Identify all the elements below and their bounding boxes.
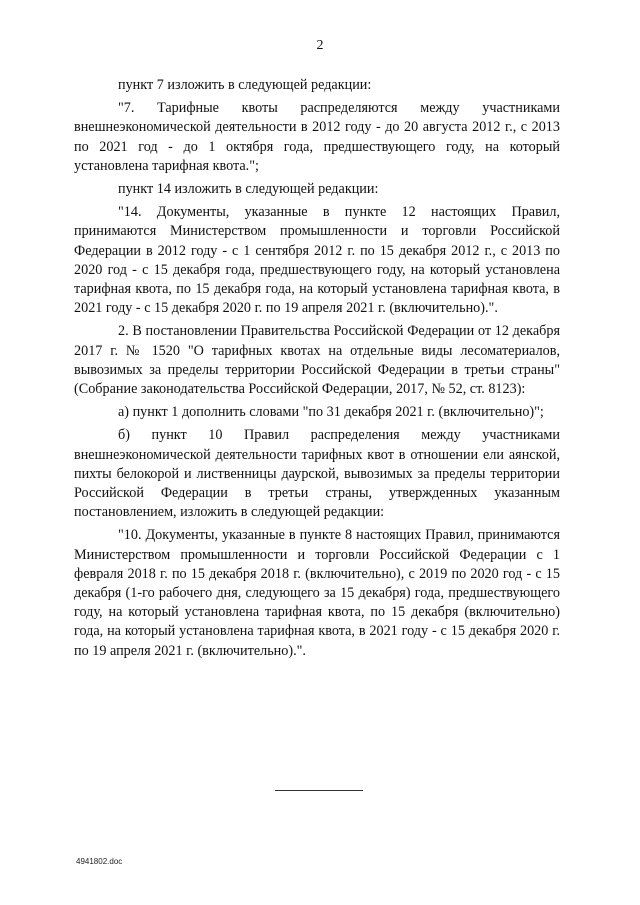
paragraph-subitem-b: б) пункт 10 Правил распределения между участниками внешнеэкономической деятельности тарифных квот в отношении ели аянской, пихты белокорой и лиственницы даурской, вывозимых за пределы территории Российской Федерации в третьи страны, утвержденных указанным постановлением, изложить в следующей редакции:: [74, 427, 560, 521]
paragraph-subitem-a: а) пункт 1 дополнить словами "по 31 декабря 2021 г. (включительно)";: [118, 404, 544, 421]
paragraph-section-2: 2. В постановлении Правительства Российской Федерации от 12 декабря 2017 г. № 1520 "О тарифных квотах на отдельные виды лесоматериалов, вывозимых за пределы территории Российской Федерации в третьи страны" (Собрание законодательства Российской Федерации, 2017, № 52, ст. 8123):: [74, 323, 560, 398]
closing-divider: [275, 790, 363, 791]
paragraph-amend-item-14: пункт 14 изложить в следующей редакции:: [118, 181, 379, 198]
paragraph-item-14-text: "14. Документы, указанные в пункте 12 настоящих Правил, принимаются Министерством промышленности и торговли Российской Федерации в 2012 году - с 1 сентября 2012 г. по 15 декабря 2012 г., с 2013 по 2020 год - с 15 декабря года, предшествующего году, на который установлена тарифная квота, по 15 декабря года, на который установлена тарифная квота, в 2021 году - с 15 декабря 2020 г. по 19 апреля 2021 г. (включительно).".: [74, 204, 560, 317]
document-body: [74, 76, 560, 665]
paragraph-amend-item-7: пункт 7 изложить в следующей редакции:: [118, 77, 372, 93]
page-number: 2: [316, 38, 324, 53]
document-code: 4941802.doc: [76, 857, 123, 866]
paragraph-item-7-text: "7. Тарифные квоты распределяются между участниками внешнеэкономической деятельности в 2012 году - до 20 августа 2012 г., с 2013 по 2021 год - до 1 октября года, предшествующего году, на который установлена тарифная квота.";: [74, 100, 560, 174]
paragraph-item-10-text: "10. Документы, указанные в пункте 8 настоящих Правил, принимаются Министерством промышленности и торговли Российской Федерации с 1 февраля 2018 г. по 15 декабря 2018 г. (включительно), с 2019 по 2020 год - с 15 декабря (1-го рабочего дня, следующего за 15 декабря) года, предшествующего году, на который установлена тарифная квота, по 15 декабря (включительно) года, на который установлена тарифная квота, в 2021 году - с 15 декабря 2020 г. по 19 апреля 2021 г. (включительно).".: [74, 527, 560, 659]
